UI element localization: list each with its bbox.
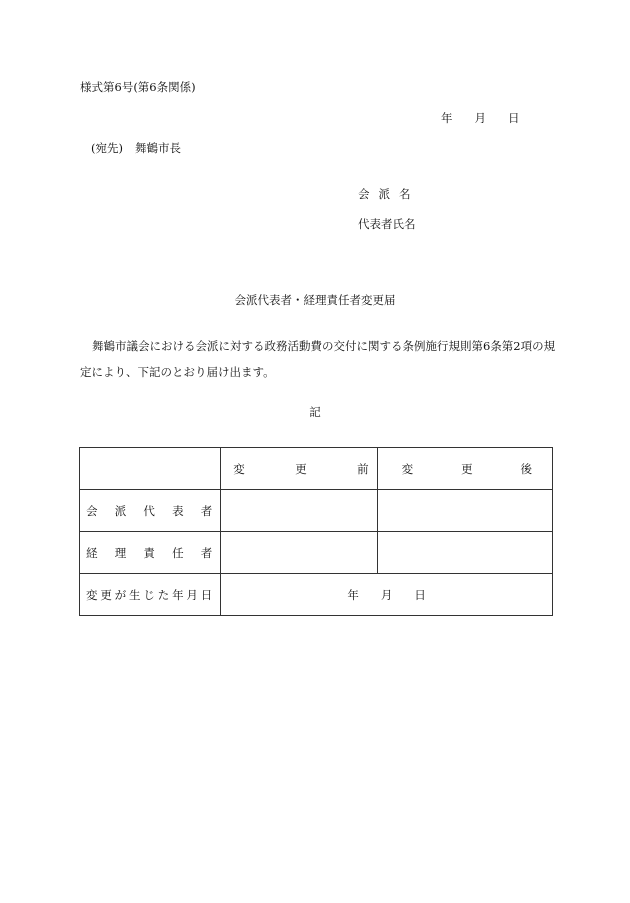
addressee-name: 舞鶴市長 [134, 141, 181, 155]
row-representative-label-char: 表 [172, 503, 184, 518]
change-date-day: 日 [414, 587, 426, 602]
change-date-year: 年 [347, 587, 359, 602]
date-month-label: 月 [474, 111, 486, 125]
row-representative-label-char: 代 [143, 503, 155, 518]
header-after [377, 448, 552, 490]
submission-date [441, 110, 520, 126]
body-text: 舞鶴市議会における会派に対する政務活動費の交付に関する条例施行規則第6条第2項の規定により、下記のとおり届け出ます。 [80, 339, 556, 379]
row-representative-label-char: 者 [200, 503, 213, 518]
accountant-before-cell [221, 532, 377, 574]
row-accountant-label-char: 任 [172, 545, 184, 560]
ki-label: 記 [309, 405, 321, 419]
row-label-change-date [80, 574, 221, 616]
table-row [80, 532, 553, 574]
representative-after-cell [377, 490, 552, 532]
faction-name-label: 会派名 [358, 187, 420, 201]
row-accountant-label-char: 責 [143, 545, 155, 560]
header-empty-cell [80, 448, 221, 490]
row-change-date-label-char: が [114, 587, 127, 602]
row-label-accountant [80, 532, 221, 574]
document-title: 会派代表者・経理責任者変更届 [234, 293, 396, 307]
addressee [91, 140, 181, 156]
row-change-date-label-char: 生 [129, 587, 141, 602]
row-change-date-label-char: た [157, 587, 170, 602]
header-before-char: 変 [233, 461, 245, 476]
header-before [221, 448, 377, 490]
row-accountant-label-char: 経 [86, 545, 98, 560]
addressee-prefix: (宛先) [91, 141, 123, 155]
accountant-after-cell [377, 532, 552, 574]
change-date-cell [221, 574, 553, 616]
row-accountant-label-char: 理 [114, 545, 127, 560]
row-change-date-label-char: 更 [100, 587, 112, 602]
row-change-date-label-char: 年 [172, 587, 184, 602]
table-header-row [80, 448, 553, 490]
row-representative-label-char: 派 [114, 503, 127, 518]
change-details-table [79, 447, 553, 616]
header-after-char: 変 [401, 461, 414, 476]
row-change-date-label-char: 変 [86, 587, 98, 602]
header-before-char: 前 [357, 461, 369, 476]
table-row [80, 490, 553, 532]
table-row [80, 574, 553, 616]
row-label-representative [80, 490, 221, 532]
representative-name-label: 代表者氏名 [358, 217, 416, 231]
form-number: 様式第6号(第6条関係) [80, 80, 196, 94]
header-after-char: 後 [520, 461, 532, 476]
representative-before-cell [221, 490, 377, 532]
header-after-char: 更 [461, 461, 473, 476]
change-date-month: 月 [380, 587, 393, 602]
row-change-date-label-char: 日 [200, 587, 213, 602]
row-accountant-label-char: 者 [200, 545, 213, 560]
row-change-date-label-char: 月 [186, 587, 198, 602]
row-change-date-label-char: じ [143, 587, 155, 602]
date-day-label: 日 [508, 111, 520, 125]
header-before-char: 更 [295, 461, 307, 476]
date-year-label: 年 [441, 111, 453, 125]
row-representative-label-char: 会 [86, 503, 98, 518]
